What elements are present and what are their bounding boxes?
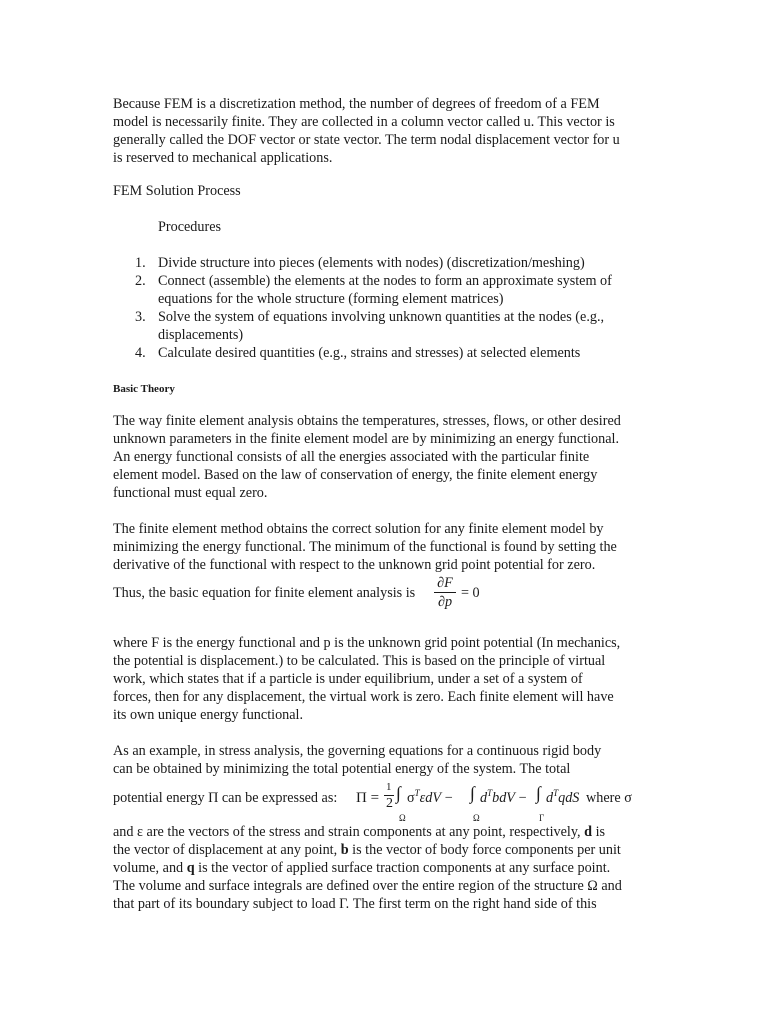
paragraph-line: is [595,824,606,840]
paragraph-line: An energy functional consists of all the energies associated with the particular finite [113,449,590,465]
partial-fraction [434,574,456,611]
equation-lead-text: Thus, the basic equation for finite element analysis is [113,585,416,601]
step-number: 4. [135,345,146,361]
equation-lead-text: potential energy Π can be expressed as: [113,790,338,806]
step-text: displacements) [158,327,244,343]
bold-term: b [340,842,349,858]
paragraph-line: functional must equal zero. [113,485,268,501]
fraction-denominator: ∂p [437,594,453,610]
equation-trail-text: where σ [586,790,632,806]
paragraph-line: The finite element method obtains the correct solution for any finite element model by [113,521,604,537]
intro-line: Because FEM is a discretization method, the number of degrees of freedom of a FEM [113,96,600,112]
paragraph-line: where F is the energy functional and p is the unknown grid point potential (In mechanics, [113,635,621,651]
step-number: 1. [135,255,146,271]
theory-paragraph-4-cont [113,823,658,913]
paragraph-line: and ε are the vectors of the stress and strain components at any point, respectively, [113,824,581,840]
theory-paragraph-1 [113,412,658,502]
theory-paragraph-2 [113,520,658,574]
step-number: 2. [135,273,146,289]
basic-theory-title: Basic Theory [113,383,175,395]
potential-energy-equation: Π = 1 2 ∫ $\sigma^T\varepsilon dV$ − Ω ∫ $d^TbdV$ − Ω ∫ $d^TqdS$ Γ [356,781,580,823]
process-title: FEM Solution Process [113,183,241,199]
paragraph-line: The way finite element analysis obtains the temperatures, stresses, flows, or other desired [113,413,621,429]
intro-line: model is necessarily finite. They are collected in a column vector called u. This vector is [113,114,615,130]
paragraph-line: derivative of the functional with respect to the unknown grid point potential for zero. [113,557,596,573]
fraction-numerator: ∂F [437,575,453,591]
equation-rhs: = 0 [461,585,480,601]
potential-energy-line [113,789,337,807]
paragraph-line: work, which states that if a particle is under equilibrium, under a set of a system of [113,671,583,687]
paragraph-line: volume, and [113,860,184,876]
theory-paragraph-4 [113,742,658,778]
paragraph-line: the vector of displacement at any point, [113,842,338,858]
paragraph-line: element model. Based on the law of conservation of energy, the finite element energy [113,467,598,483]
paragraph-line: minimizing the energy functional. The minimum of the functional is found by setting the [113,539,617,555]
step-text: Calculate desired quantities (e.g., strains and stresses) at selected elements [158,345,581,361]
paragraph-line: its own unique energy functional. [113,707,304,723]
step-text: Connect (assemble) the elements at the nodes to form an approximate system of [158,273,612,289]
procedures-title: Procedures [158,219,222,235]
intro-line: generally called the DOF vector or state vector. The term nodal displacement vector for u [113,132,620,148]
paragraph-line: forces, then for any displacement, the virtual work is zero. Each finite element will have [113,689,614,705]
list-item [113,254,658,272]
intro-paragraph [113,95,658,167]
step-text: equations for the whole structure (forming element matrices) [158,291,504,307]
paragraph-line: As an example, in stress analysis, the governing equations for a continuous rigid body [113,743,602,759]
paragraph-line: that part of its boundary subject to load Γ. The first term on the right hand side of this [113,896,597,912]
paragraph-line: the potential is displacement.) to be calculated. This is based on the principle of virtual [113,653,606,669]
paragraph-line: is the vector of body force components per unit [352,842,621,858]
bold-term: q [186,860,195,876]
list-item [113,344,658,362]
fraction-bar [434,592,456,593]
procedure-steps [113,254,658,362]
step-text: Divide structure into pieces (elements with nodes) (discretization/meshing) [158,255,585,271]
bold-term: d [584,824,593,840]
step-text: Solve the system of equations involving unknown quantities at the nodes (e.g., [158,309,605,325]
step-number: 3. [135,309,146,325]
paragraph-line: The volume and surface integrals are defined over the entire region of the structure Ω and [113,878,622,894]
paragraph-line: unknown parameters in the finite element model are by minimizing an energy functional. [113,431,619,447]
paragraph-line: is the vector of applied surface traction components at any surface point. [198,860,611,876]
list-item [113,272,658,308]
intro-line: is reserved to mechanical applications. [113,150,333,166]
list-item [113,308,658,344]
basic-equation-line [113,584,415,602]
theory-paragraph-3 [113,634,658,724]
paragraph-line: can be obtained by minimizing the total potential energy of the system. The total [113,761,571,777]
